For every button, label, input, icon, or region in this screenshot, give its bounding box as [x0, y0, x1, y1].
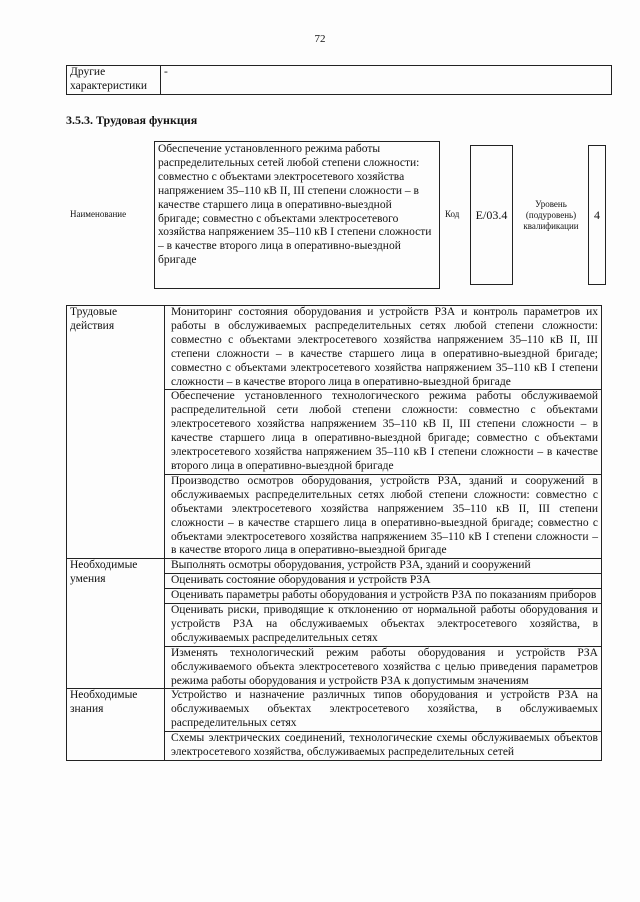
item-cell: Выполнять осмотры оборудования, устройств РЗА, зданий и сооружений — [165, 559, 602, 574]
table-row — [67, 306, 602, 390]
section-title: 3.5.3. Трудовая функция — [66, 113, 198, 127]
function-name-value: Обеспечение установленного режима работы распределительных сетей любой степени сложности: совместно с объектами электросетевого хозяйства напряжением 35–110 кВ II, III степени сложности – в качестве старшего лица в оперативно-выездной бригаде; совместно с объектами электросетевого хозяйства напряжением 35–110 кВ I степени сложности – в качестве второго лица в оперативно-выездной бригаде — [154, 141, 440, 289]
item-cell: Устройство и назначение различных типов оборудования и устройств РЗА на обслуживаемых объектах электросетевого хозяйства, в обслуживаемых распределительных сетях — [165, 689, 602, 732]
level-label: Уровень (подуровень) квалификации — [523, 199, 579, 231]
category-cell: Трудовые действия — [67, 306, 165, 559]
table-row — [67, 66, 612, 95]
item-cell: Производство осмотров оборудования, устройств РЗА, зданий и сооружений в обслуживаемых распределительных сетях любой степени сложности: совместно с объектами электросетевого хозяйства напряжением 35–110 кВ II, III степени сложности – в качестве старшего лица в оперативно-выездной бригаде; совместно с объектами электросетевого хозяйства напряжением 35–110 кВ I степени сложности – в качестве второго лица в оперативно-выездной бригаде — [165, 474, 602, 558]
category-cell: Необходимые умения — [67, 559, 165, 689]
item-cell: Схемы электрических соединений, технологические схемы обслуживаемых объектов электросетевого хозяйства, обслуживаемых распределительных сетей — [165, 732, 602, 761]
item-cell: Оценивать параметры работы оборудования и устройств РЗА по показаниям приборов — [165, 589, 602, 604]
other-characteristics-table — [66, 65, 612, 95]
code-value: E/03.4 — [470, 145, 513, 285]
item-cell: Обеспечение установленного технологического режима работы обслуживаемой распределительной сети любой степени сложности: совместно с объектами электросетевого хозяйства напряжением 35–110 кВ II, III степени сложности – в качестве старшего лица в оперативно-выездной бригаде; совместно с объектами электросетевого хозяйства напряжением 35–110 кВ I степени сложности – в качестве второго лица в оперативно-выездной бригаде — [165, 390, 602, 474]
function-header — [66, 141, 612, 289]
other-characteristics-value: - — [161, 66, 612, 95]
item-cell: Оценивать состояние оборудования и устройств РЗА — [165, 574, 602, 589]
table-row — [67, 559, 602, 574]
level-value: 4 — [588, 145, 606, 285]
page-number: 72 — [314, 33, 326, 45]
code-label: Код — [445, 209, 460, 219]
item-cell: Изменять технологический режим работы оборудования и устройств РЗА обслуживаемого объекта электросетевого хозяйства с целью приведения параметров режима работы оборудования и устройств РЗА к допустимым значениям — [165, 646, 602, 689]
name-label: Наименование — [70, 209, 127, 219]
item-cell: Оценивать риски, приводящие к отклонению от нормальной работы оборудования и устройств РЗА на обслуживаемых объектах электросетевого хозяйства, в обслуживаемых распределительных сетях — [165, 604, 602, 647]
item-cell: Мониторинг состояния оборудования и устройств РЗА и контроль параметров их работы в обслуживаемых распределительных сетях любой степени сложности: совместно с объектами электросетевого хозяйства напряжением 35–110 кВ II, III степени сложности – в качестве старшего лица в оперативно-выездной бригаде; совместно с объектами электросетевого хозяйства напряжением 35–110 кВ I степени сложности – в качестве второго лица в оперативно-выездной бригаде — [165, 306, 602, 390]
other-characteristics-label: Другие характеристики — [67, 66, 161, 95]
table-row — [67, 689, 602, 732]
category-cell: Необходимые знания — [67, 689, 165, 761]
function-details-table — [66, 305, 602, 761]
